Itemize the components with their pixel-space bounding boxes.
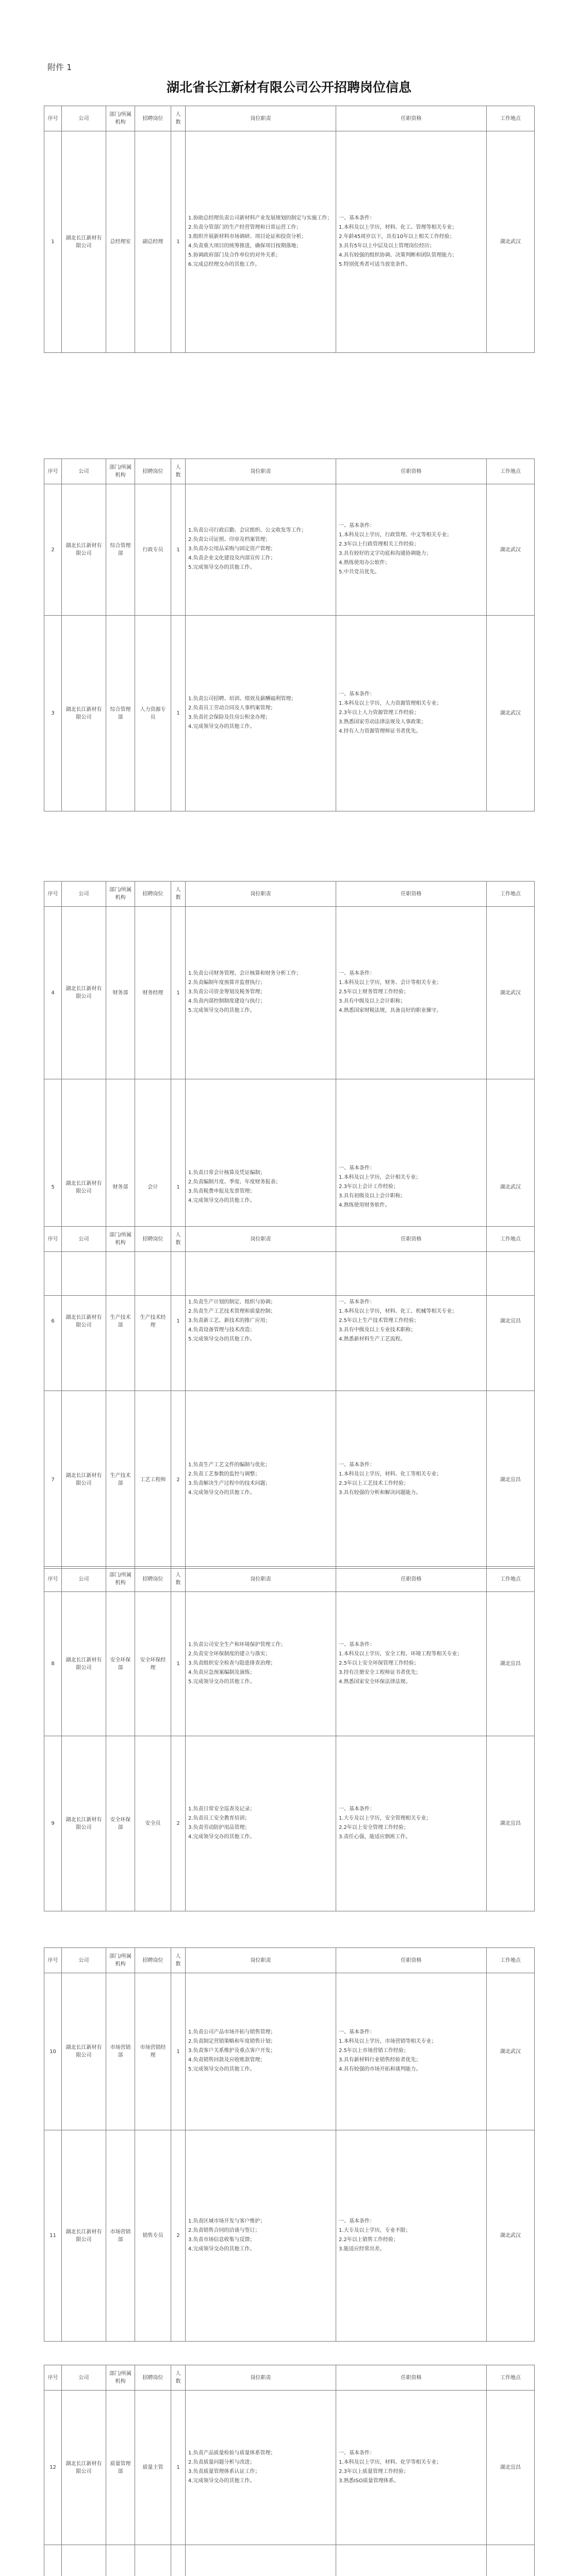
column-header: 任职资格 (336, 106, 487, 131)
duty-line: 4.负责应急预案编制及演练； (188, 1669, 255, 1675)
requirements-cell (336, 907, 487, 1079)
duty-line: 5.完成领导交办的其他工作。 (188, 565, 255, 570)
duty-line: 1.负责生产工艺文件的编制与优化； (188, 1462, 271, 1468)
column-header: 人数 (171, 882, 186, 907)
column-header: 序号 (44, 459, 62, 484)
table-header-row (44, 459, 535, 484)
column-header: 招聘岗位 (135, 2365, 171, 2391)
duty-line: 2.负责分管部门的生产经营管理和日常运营工作； (188, 224, 302, 230)
duty-line: 2.负责质量问题分析与改进； (188, 2459, 255, 2465)
row-number: 12 (44, 2391, 62, 2545)
duty-line: 2.负责工艺参数的监控与调整； (188, 1471, 260, 1477)
column-header: 人数 (171, 1567, 186, 1592)
table-header-row (44, 106, 535, 131)
location-cell: 湖北武汉 (487, 484, 535, 616)
requirement-line: 2.2年以上安全管理工作经验； (339, 1824, 409, 1831)
requirement-line: 3.具有中级及以上专业技术职称； (339, 1327, 416, 1333)
requirements-cell (336, 1736, 487, 1911)
department-cell: 安全环保部 (106, 1592, 135, 1736)
department-cell: 财务部 (106, 907, 135, 1079)
row-number: 3 (44, 616, 62, 811)
column-header: 人数 (171, 1948, 186, 1973)
table-row (44, 1592, 535, 1736)
duty-line: 4.完成领导交办的其他工作。 (188, 2246, 255, 2252)
duties-cell (186, 131, 336, 353)
requirement-line: 4.持有人力资源管理师证书者优先。 (339, 728, 421, 734)
company-cell: 湖北长江新材有限公司 (62, 1079, 106, 1296)
column-header: 工作地点 (487, 1227, 535, 1252)
column-header: 任职资格 (336, 1948, 487, 1973)
requirement-line: 2.2年以上销售工作经验； (339, 2236, 399, 2243)
row-number: 8 (44, 1592, 62, 1736)
duty-line: 3.负责质量管理体系认证工作； (188, 2468, 260, 2475)
requirement-line: 2.3年以上会计工作经验； (339, 1183, 399, 1190)
column-header: 序号 (44, 882, 62, 907)
column-header: 任职资格 (336, 2365, 487, 2391)
post-cell: 副总经理 (135, 131, 171, 353)
duty-line: 2.负责公司证照、印章及档案管理； (188, 537, 271, 543)
column-header: 部门/所属机构 (106, 1567, 135, 1592)
post-cell: 财务经理 (135, 907, 171, 1079)
column-header: 序号 (44, 1567, 62, 1592)
row-number: 6 (44, 1252, 62, 1391)
column-header: 序号 (44, 2365, 62, 2391)
department-cell: 生产技术部 (106, 1391, 135, 1569)
requirement-line: 一、基本条件： (339, 691, 375, 697)
requirement-line: 1.本科及以上学历，人力资源管理相关专业； (339, 700, 442, 706)
duty-line: 5.完成领导交办的其他工作。 (188, 1679, 255, 1685)
requirement-line: 5.特别优秀者可适当放宽条件。 (339, 261, 411, 267)
duties-cell (186, 1973, 336, 2130)
post-cell: 行政专员 (135, 484, 171, 616)
location-cell: 湖北武汉 (487, 1079, 535, 1296)
duty-line: 1.负责公司安全生产和环境保护管理工作； (188, 1641, 286, 1648)
department-cell: 综合管理部 (106, 616, 135, 811)
duty-line: 2.负责编制年度预算并监督执行； (188, 980, 266, 986)
requirement-line: 4.熟练使用财务软件。 (339, 1202, 390, 1208)
department-cell: 财务部 (106, 1079, 135, 1296)
duty-line: 4.负责企业文化建设及内部宣传工作； (188, 555, 276, 561)
duty-line: 1.负责区域市场开发与客户维护； (188, 2218, 266, 2224)
duty-line: 5.协调政府部门及合作单位的对外关系； (188, 252, 281, 258)
requirement-line: 1.大专及以上学历，安全管理相关专业； (339, 1815, 432, 1821)
headcount-cell: 1 (171, 484, 186, 616)
company-cell: 湖北长江新材有限公司 (62, 616, 106, 811)
headcount-cell: 1 (171, 1973, 186, 2130)
requirements-cell (336, 2545, 487, 2576)
duties-cell (186, 2545, 336, 2576)
department-cell: 市场营销部 (106, 1973, 135, 2130)
requirement-line: 1.本科及以上学历，材料、化学等相关专业； (339, 2459, 442, 2465)
table-row (44, 484, 535, 616)
column-header: 招聘岗位 (135, 1227, 171, 1252)
column-header: 公司 (62, 2365, 106, 2391)
duty-line: 4.完成领导交办的其他工作。 (188, 1490, 255, 1496)
post-cell: 安全员 (135, 1736, 171, 1911)
column-header: 部门/所属机构 (106, 1227, 135, 1252)
row-number: 9 (44, 1736, 62, 1911)
post-cell: 销售专员 (135, 2130, 171, 2342)
headcount-cell (171, 2545, 186, 2576)
row-number: 5 (44, 1079, 62, 1296)
duty-line: 3.负责办公用品采购与固定资产管理； (188, 546, 276, 552)
duties-cell (186, 2391, 336, 2545)
requirement-line: 2.5年以上生产技术管理工作经验； (339, 1317, 419, 1324)
duty-line: 1.协助总经理负责公司新材料产业发展规划的制定与实施工作； (188, 215, 333, 221)
row-number (44, 2545, 62, 2576)
recruitment-table (44, 459, 535, 811)
table-row (44, 1252, 535, 1391)
recruitment-table (44, 2365, 535, 2576)
department-cell: 市场营销部 (106, 2130, 135, 2342)
table-row (44, 1391, 535, 1569)
column-header: 公司 (62, 1948, 106, 1973)
duty-line: 4.负责内部控制制度建设与执行； (188, 998, 266, 1004)
duty-line: 2.负责员工安全教育培训； (188, 1815, 250, 1821)
column-header: 工作地点 (487, 459, 535, 484)
requirement-line: 4.熟悉国家财税法规，具备良好的职业操守。 (339, 1008, 442, 1013)
column-header: 工作地点 (487, 1948, 535, 1973)
company-cell: 湖北长江新材有限公司 (62, 1252, 106, 1391)
company-cell: 湖北长江新材有限公司 (62, 2130, 106, 2342)
requirements-cell (336, 1252, 487, 1391)
location-cell: 湖北武汉 (487, 907, 535, 1079)
requirement-line: 一、基本条件： (339, 2450, 375, 2456)
column-header: 人数 (171, 106, 186, 131)
post-cell: 质量主管 (135, 2391, 171, 2545)
headcount-cell: 1 (171, 1252, 186, 1391)
duty-line: 3.负责组织安全检查与隐患排查治理； (188, 1660, 276, 1666)
requirement-line: 3.具有初级及以上会计职称； (339, 1193, 406, 1199)
duty-line: 2.负责安全环保制度的建立与落实； (188, 1651, 271, 1657)
post-cell: 安全环保经理 (135, 1592, 171, 1736)
requirement-line: 一、基本条件： (339, 215, 375, 221)
duty-line: 4.负责销售回款及应收账款管理； (188, 2057, 266, 2063)
duty-line: 1.负责生产计划的制定、组织与协调； (188, 1299, 276, 1305)
location-cell: 湖北武汉 (487, 131, 535, 353)
headcount-cell: 2 (171, 2130, 186, 2342)
table-header-row (44, 1227, 535, 1252)
requirement-line: 3.具有中级及以上会计职称； (339, 998, 406, 1004)
column-header: 招聘岗位 (135, 1948, 171, 1973)
duty-line: 3.负责市场信息收集与反馈； (188, 2236, 255, 2243)
post-cell: 人力资源专员 (135, 616, 171, 811)
requirement-line: 一、基本条件： (339, 1462, 375, 1468)
requirement-line: 一、基本条件： (339, 1165, 375, 1171)
duty-line: 3.负责税费申报及发票管理； (188, 1188, 255, 1194)
duty-line: 2.负责制定营销策略和年度销售计划； (188, 2039, 276, 2044)
duty-line: 1.负责公司行政后勤、会议组织、公文收发等工作； (188, 528, 307, 533)
document-title: 湖北省长江新材有限公司公开招聘岗位信息 (166, 80, 411, 95)
headcount-cell: 1 (171, 616, 186, 811)
duty-line: 6.完成总经理交办的其他工作。 (188, 261, 260, 267)
post-cell: 市场营销经理 (135, 1973, 171, 2130)
duties-cell (186, 1391, 336, 1569)
column-header: 任职资格 (336, 459, 487, 484)
column-header: 招聘岗位 (135, 882, 171, 907)
post-cell: 会计 (135, 1079, 171, 1296)
company-cell: 湖北长江新材有限公司 (62, 2391, 106, 2545)
column-header: 工作地点 (487, 106, 535, 131)
recruitment-table (44, 106, 535, 353)
column-header: 公司 (62, 1227, 106, 1252)
requirements-cell (336, 2130, 487, 2342)
column-header: 人数 (171, 459, 186, 484)
requirement-line: 一、基本条件： (339, 971, 375, 976)
requirement-line: 5.中共党员优先。 (339, 569, 380, 575)
duties-cell (186, 484, 336, 616)
location-cell: 湖北宜昌 (487, 1391, 535, 1569)
table-row (44, 131, 535, 353)
duty-line: 3.负责解决生产过程中的技术问题； (188, 1481, 271, 1486)
duty-line: 2.负责员工劳动合同及人事档案管理； (188, 705, 276, 711)
column-header: 公司 (62, 882, 106, 907)
requirement-line: 3.持有注册安全工程师证书者优先； (339, 1669, 421, 1675)
column-header: 公司 (62, 106, 106, 131)
table-header-row (44, 882, 535, 907)
location-cell: 湖北武汉 (487, 1973, 535, 2130)
column-header: 部门/所属机构 (106, 106, 135, 131)
column-header: 序号 (44, 1948, 62, 1973)
column-header: 岗位职责 (186, 106, 336, 131)
requirement-line: 3.具有5年以上中层及以上管理岗位经历； (339, 243, 435, 249)
location-cell (487, 2545, 535, 2576)
requirement-line: 一、基本条件： (339, 2218, 375, 2224)
duty-line: 5.完成领导交办的其他工作。 (188, 2066, 255, 2072)
company-cell: 湖北长江新材有限公司 (62, 1736, 106, 1911)
table-row (44, 2391, 535, 2545)
requirement-line: 3.熟悉国家劳动法律法规及人事政策； (339, 719, 426, 725)
table-header-row (44, 2365, 535, 2391)
duty-line: 3.负责劳动防护用品管理； (188, 1824, 250, 1831)
requirements-cell (336, 1973, 487, 2130)
location-cell: 湖北宜昌 (487, 1736, 535, 1911)
location-cell: 湖北宜昌 (487, 1252, 535, 1391)
column-header: 任职资格 (336, 1227, 487, 1252)
column-header: 招聘岗位 (135, 1567, 171, 1592)
requirements-cell (336, 131, 487, 353)
table-row (44, 1736, 535, 1911)
duties-cell (186, 1592, 336, 1736)
duty-line: 1.负责公司产品市场开拓与销售管理； (188, 2029, 276, 2035)
requirement-line: 1.本科及以上学历，行政管理、中文等相关专业； (339, 532, 452, 538)
requirement-line: 3.具有新材料行业销售经验者优先； (339, 2057, 421, 2063)
company-cell: 湖北长江新材有限公司 (62, 131, 106, 353)
row-number: 10 (44, 1973, 62, 2130)
requirement-line: 4.具有较强的市场开拓和谈判能力。 (339, 2066, 421, 2072)
company-cell: 湖北长江新材有限公司 (62, 1973, 106, 2130)
department-cell: 安全环保部 (106, 1736, 135, 1911)
column-header: 岗位职责 (186, 1227, 336, 1252)
row-number: 4 (44, 907, 62, 1079)
requirement-line: 2.年龄45周岁以下，具有10年以上相关工作经验； (339, 233, 455, 240)
requirement-line: 1.本科及以上学历，财务、会计等相关专业； (339, 980, 442, 986)
duty-line: 5.完成领导交办的其他工作。 (188, 1008, 255, 1013)
column-header: 工作地点 (487, 2365, 535, 2391)
column-header: 岗位职责 (186, 459, 336, 484)
requirement-line: 4.熟悉新材料生产工艺流程。 (339, 1336, 406, 1342)
requirement-line: 1.本科及以上学历，市场营销等相关专业； (339, 2039, 437, 2044)
duty-line: 4.完成领导交办的其他工作。 (188, 2478, 255, 2484)
post-cell (135, 2545, 171, 2576)
requirements-cell (336, 2391, 487, 2545)
attachment-label: 附件 1 (47, 62, 72, 72)
requirement-line: 3.具有较强的分析和解决问题能力。 (339, 1490, 421, 1496)
table-row (44, 616, 535, 811)
duty-line: 1.负责日常安全巡查及记录； (188, 1806, 255, 1812)
company-cell: 湖北长江新材有限公司 (62, 1391, 106, 1569)
column-header: 人数 (171, 1227, 186, 1252)
duties-cell (186, 1736, 336, 1911)
requirement-line: 2.3年以上人力资源管理工作经验； (339, 709, 419, 716)
duty-line: 4.负责重大项目的统筹推进，确保项目按期落地； (188, 243, 302, 249)
requirement-line: 4.熟悉国家安全环保法律法规。 (339, 1679, 411, 1685)
row-number: 2 (44, 484, 62, 616)
company-cell: 湖北长江新材有限公司 (62, 484, 106, 616)
column-header: 岗位职责 (186, 1567, 336, 1592)
requirement-line: 1.本科及以上学历，会计相关专业； (339, 1174, 421, 1180)
headcount-cell: 1 (171, 1079, 186, 1296)
duties-cell (186, 907, 336, 1079)
duty-line: 1.负责日常会计核算及凭证编制； (188, 1170, 266, 1176)
requirement-line: 2.3年以上质量管理工作经验； (339, 2468, 409, 2475)
requirement-line: 4.具有较强的组织协调、决策判断和团队管理能力； (339, 252, 457, 258)
column-header: 部门/所属机构 (106, 459, 135, 484)
requirement-line: 3.责任心强，能适应倒班工作。 (339, 1834, 411, 1840)
requirement-line: 3.能适应经常出差。 (339, 2246, 385, 2252)
row-number: 11 (44, 2130, 62, 2342)
table-header-row (44, 1567, 535, 1592)
requirement-line: 1.本科及以上学历，安全工程、环境工程等相关专业； (339, 1651, 463, 1657)
column-header: 岗位职责 (186, 2365, 336, 2391)
column-header: 部门/所属机构 (106, 2365, 135, 2391)
table-row (44, 2545, 535, 2576)
requirement-line: 2.5年以上安全环保管理工作经验； (339, 1660, 419, 1666)
requirement-line: 2.5年以上市场营销工作经验； (339, 2048, 409, 2054)
requirement-line: 4.熟练使用办公软件； (339, 560, 390, 566)
column-header: 人数 (171, 2365, 186, 2391)
duty-line: 1.负责公司财务管理、会计核算和财务分析工作； (188, 971, 302, 976)
duty-line: 4.负责设备管理与技术改造； (188, 1327, 255, 1333)
recruitment-table (44, 1947, 535, 2342)
requirements-cell (336, 1391, 487, 1569)
requirement-line: 3.具有较好的文字功底和沟通协调能力； (339, 551, 432, 556)
requirement-line: 一、基本条件： (339, 1299, 375, 1305)
duty-line: 3.负责社会保险及住房公积金办理； (188, 714, 271, 720)
column-header: 序号 (44, 106, 62, 131)
post-cell: 生产技术经理 (135, 1252, 171, 1391)
requirement-line: 2.3年以上行政管理相关工作经验； (339, 541, 419, 547)
requirement-line: 一、基本条件： (339, 523, 375, 529)
duty-line: 5.完成领导交办的其他工作。 (188, 1336, 255, 1342)
table-row (44, 907, 535, 1079)
requirement-line: 2.3年以上工艺技术工作经验； (339, 1481, 409, 1486)
location-cell: 湖北武汉 (487, 616, 535, 811)
duty-line: 1.负责公司招聘、培训、绩效及薪酬福利管理； (188, 696, 296, 702)
duty-line: 2.负责生产工艺技术管理和质量控制； (188, 1308, 276, 1314)
column-header: 任职资格 (336, 882, 487, 907)
department-cell: 总经理室 (106, 131, 135, 353)
recruitment-table (44, 1566, 535, 1911)
column-header: 工作地点 (487, 1567, 535, 1592)
headcount-cell: 2 (171, 1391, 186, 1569)
column-header: 招聘岗位 (135, 459, 171, 484)
duty-line: 2.负责编制月度、季度、年度财务报表； (188, 1179, 281, 1185)
duties-cell (186, 616, 336, 811)
duty-line: 3.负责公司资金筹划及税务管理； (188, 989, 266, 995)
post-cell: 工艺工程师 (135, 1391, 171, 1569)
requirement-line: 1.本科及以上学历，材料、化工等相关专业； (339, 1471, 442, 1477)
location-cell: 湖北宜昌 (487, 1592, 535, 1736)
location-cell: 湖北武汉 (487, 2130, 535, 2342)
column-header: 岗位职责 (186, 1948, 336, 1973)
duty-line: 4.完成领导交办的其他工作。 (188, 723, 255, 730)
table-header-row (44, 1948, 535, 1973)
requirements-cell (336, 484, 487, 616)
department-cell: 生产技术部 (106, 1252, 135, 1391)
duty-line: 3.负责客户关系维护及重点客户开发； (188, 2048, 276, 2054)
recruitment-table (44, 1226, 535, 1569)
duty-line: 3.负责新工艺、新技术的推广应用； (188, 1317, 271, 1324)
company-cell: 湖北长江新材有限公司 (62, 907, 106, 1079)
table-row (44, 2130, 535, 2342)
column-header: 公司 (62, 1567, 106, 1592)
requirement-line: 1.本科及以上学历，材料、化工、机械等相关专业； (339, 1308, 457, 1314)
column-header: 工作地点 (487, 882, 535, 907)
row-number: 1 (44, 131, 62, 353)
headcount-cell: 1 (171, 2391, 186, 2545)
department-cell: 质量管理部 (106, 2391, 135, 2545)
duty-line: 4.完成领导交办的其他工作。 (188, 1197, 255, 1204)
duty-line: 3.组织开展新材料市场调研、项目论证和投资分析； (188, 233, 307, 240)
column-header: 公司 (62, 459, 106, 484)
column-header: 招聘岗位 (135, 106, 171, 131)
headcount-cell: 1 (171, 131, 186, 353)
duty-line: 4.完成领导交办的其他工作。 (188, 1834, 255, 1840)
requirements-cell (336, 1592, 487, 1736)
duties-cell (186, 1252, 336, 1391)
company-cell (62, 2545, 106, 2576)
requirement-line: 一、基本条件： (339, 2029, 375, 2035)
requirement-line: 一、基本条件： (339, 1641, 375, 1648)
column-header: 部门/所属机构 (106, 1948, 135, 1973)
requirement-line: 3.熟悉ISO质量管理体系。 (339, 2478, 399, 2484)
requirement-line: 1.大专及以上学历，专业不限； (339, 2227, 411, 2233)
department-cell (106, 2545, 135, 2576)
headcount-cell: 1 (171, 1592, 186, 1736)
duties-cell (186, 2130, 336, 2342)
department-cell: 综合管理部 (106, 484, 135, 616)
column-header: 岗位职责 (186, 882, 336, 907)
column-header: 任职资格 (336, 1567, 487, 1592)
requirements-cell (336, 616, 487, 811)
row-number: 7 (44, 1391, 62, 1569)
table-row (44, 1973, 535, 2130)
headcount-cell: 1 (171, 907, 186, 1079)
duty-line: 1.负责产品质量检验与质量体系管理； (188, 2450, 276, 2456)
headcount-cell: 2 (171, 1736, 186, 1911)
requirement-line: 2.5年以上财务管理工作经验； (339, 989, 409, 995)
duty-line: 2.负责销售合同的洽谈与签订； (188, 2227, 260, 2233)
company-cell: 湖北长江新材有限公司 (62, 1592, 106, 1736)
requirement-line: 一、基本条件： (339, 1806, 375, 1812)
requirement-line: 1.本科及以上学历，材料、化工、管理等相关专业； (339, 224, 457, 230)
column-header: 部门/所属机构 (106, 882, 135, 907)
column-header: 序号 (44, 1227, 62, 1252)
location-cell: 湖北宜昌 (487, 2391, 535, 2545)
